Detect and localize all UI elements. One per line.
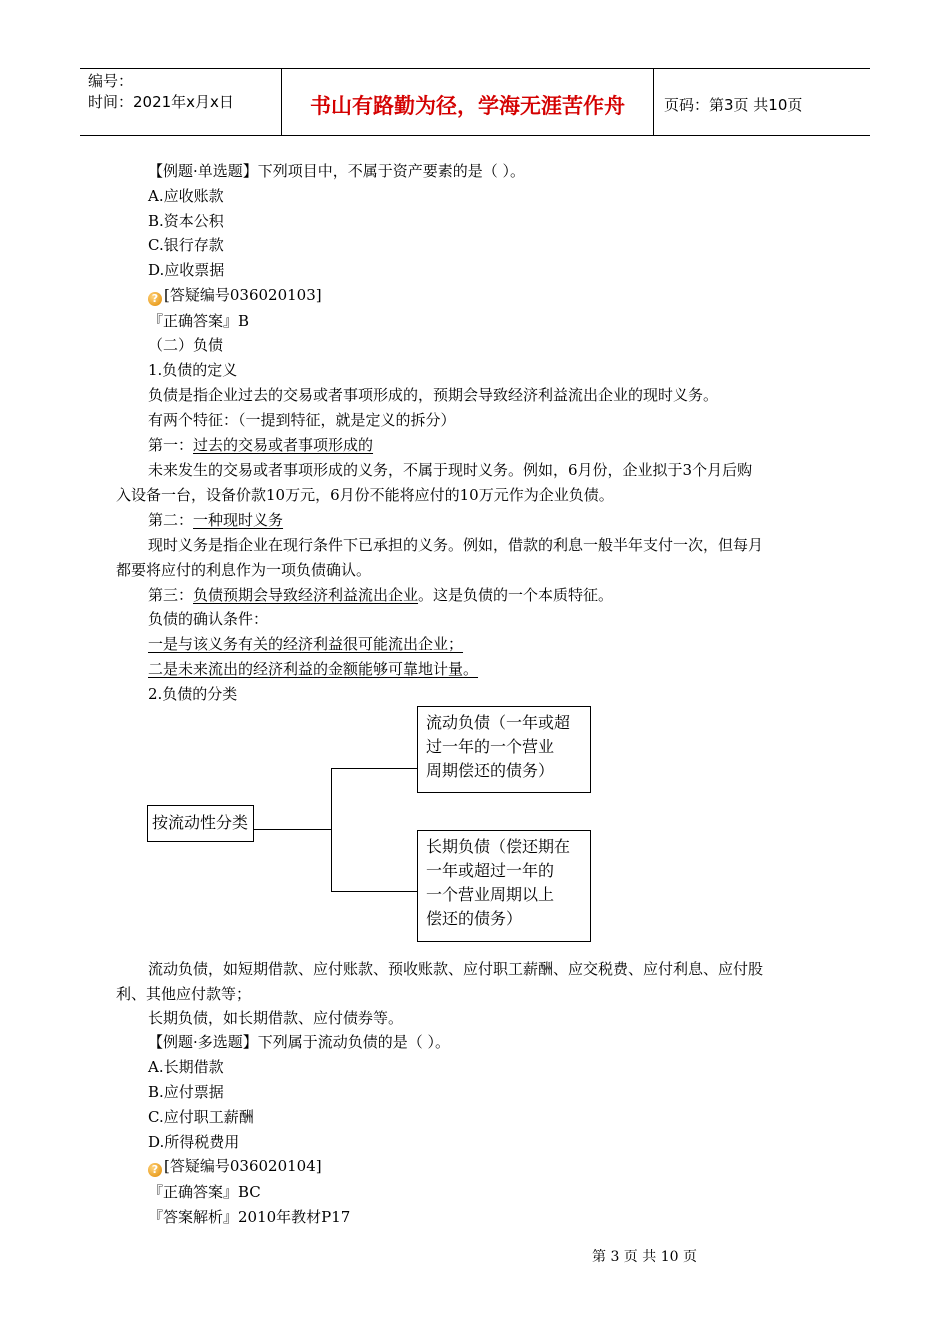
current-examples-1: 流动负债，如短期借款、应付账款、预收账款、应付职工薪酬、应交税费、应付利息、应付股 <box>148 960 764 978</box>
features-intro: 有两个特征：（一提到特征，就是定义的拆分） <box>148 411 456 429</box>
q1-option-a: A.应收账款 <box>148 187 224 205</box>
q2-answer: 『正确答案』BC <box>148 1183 261 1201</box>
feature-2-text: 一种现时义务 <box>193 511 284 529</box>
q2-ref-text: [答疑编号036020104] <box>164 1157 322 1175</box>
q1-stem: 【例题·单选题】下列项目中，不属于资产要素的是（ ）。 <box>148 162 526 180</box>
page-footer: 第 3 页 共 10 页 <box>592 1249 697 1265</box>
feature-1-prefix: 第一： <box>148 436 194 454</box>
q2-ref[interactable] <box>148 1156 322 1177</box>
header-number: 编号： <box>88 72 134 90</box>
def-text: 负债是指企业过去的交易或者事项形成的，预期会导致经济利益流出企业的现时义务。 <box>148 386 719 404</box>
feature-2 <box>148 510 283 530</box>
diagram-root-box: 按流动性分类 <box>147 805 254 842</box>
q1-answer: 『正确答案』B <box>148 312 250 330</box>
question-icon: ? <box>148 1163 162 1177</box>
q1-option-d: D.应收票据 <box>148 261 225 279</box>
longterm-examples: 长期负债，如长期借款、应付债券等。 <box>148 1009 404 1027</box>
header-motto: 书山有路勤为径，学海无涯苦作舟 <box>282 69 654 135</box>
header-time: 时间：2021年x月x日 <box>88 93 234 111</box>
feature-3-suffix: 。这是负债的一个本质特征。 <box>418 586 614 604</box>
diagram-longterm-box: 长期负债（偿还期在 一年或超过一年的 一个营业周期以上 偿还的债务） <box>417 830 591 942</box>
connector-current <box>331 768 417 769</box>
feature-1-expl-2: 入设备一台，设备价款10万元，6月份不能将应付的10万元作为企业负债。 <box>116 486 614 504</box>
feature-2-prefix: 第二： <box>148 511 194 529</box>
feature-3-text: 负债预期会导致经济利益流出企业 <box>193 586 419 604</box>
section-title: （二）负债 <box>148 336 224 354</box>
q2-analysis: 『答案解析』2010年教材P17 <box>148 1208 351 1226</box>
q2-option-b: B.应付票据 <box>148 1083 224 1101</box>
feature-1 <box>148 435 373 455</box>
header-meta <box>80 69 282 135</box>
q1-option-c: C.银行存款 <box>148 236 224 254</box>
class-title: 2.负债的分类 <box>148 685 238 703</box>
cond-2: 二是未来流出的经济利益的金额能够可靠地计量。 <box>148 660 479 678</box>
feature-2-expl-2: 都要将应付的利息作为一项负债确认。 <box>116 561 372 579</box>
cond-1: 一是与该义务有关的经济利益很可能流出企业； <box>148 635 464 653</box>
def-title: 1.负债的定义 <box>148 361 238 379</box>
q1-ref-text: [答疑编号036020103] <box>164 286 322 304</box>
cond-title: 负债的确认条件： <box>148 610 269 628</box>
diagram-current-box: 流动负债（一年或超 过一年的一个营业 周期偿还的债务） <box>417 706 591 793</box>
feature-1-expl-1: 未来发生的交易或者事项形成的义务，不属于现时义务。例如，6月份，企业拟于3个月后购 <box>148 461 753 479</box>
q2-option-d: D.所得税费用 <box>148 1133 240 1151</box>
current-examples-2: 利、其他应付款等； <box>116 985 252 1003</box>
connector-root <box>254 829 332 830</box>
header-page-info: 页码：第3页 共10页 <box>664 95 803 114</box>
question-icon: ? <box>148 292 162 306</box>
q2-option-c: C.应付职工薪酬 <box>148 1108 254 1126</box>
connector-longterm <box>331 891 417 892</box>
q1-option-b: B.资本公积 <box>148 212 224 230</box>
feature-2-expl-1: 现时义务是指企业在现行条件下已承担的义务。例如，借款的利息一般半年支付一次，但每月 <box>148 536 764 554</box>
q2-stem: 【例题·多选题】下列属于流动负债的是（ ）。 <box>148 1033 451 1051</box>
q1-ref[interactable] <box>148 285 322 306</box>
feature-3 <box>148 585 613 605</box>
q2-option-a: A.长期借款 <box>148 1058 224 1076</box>
feature-1-text: 过去的交易或者事项形成的 <box>193 436 374 454</box>
page-header <box>80 68 870 136</box>
feature-3-prefix: 第三： <box>148 586 194 604</box>
connector-vertical <box>331 768 332 892</box>
